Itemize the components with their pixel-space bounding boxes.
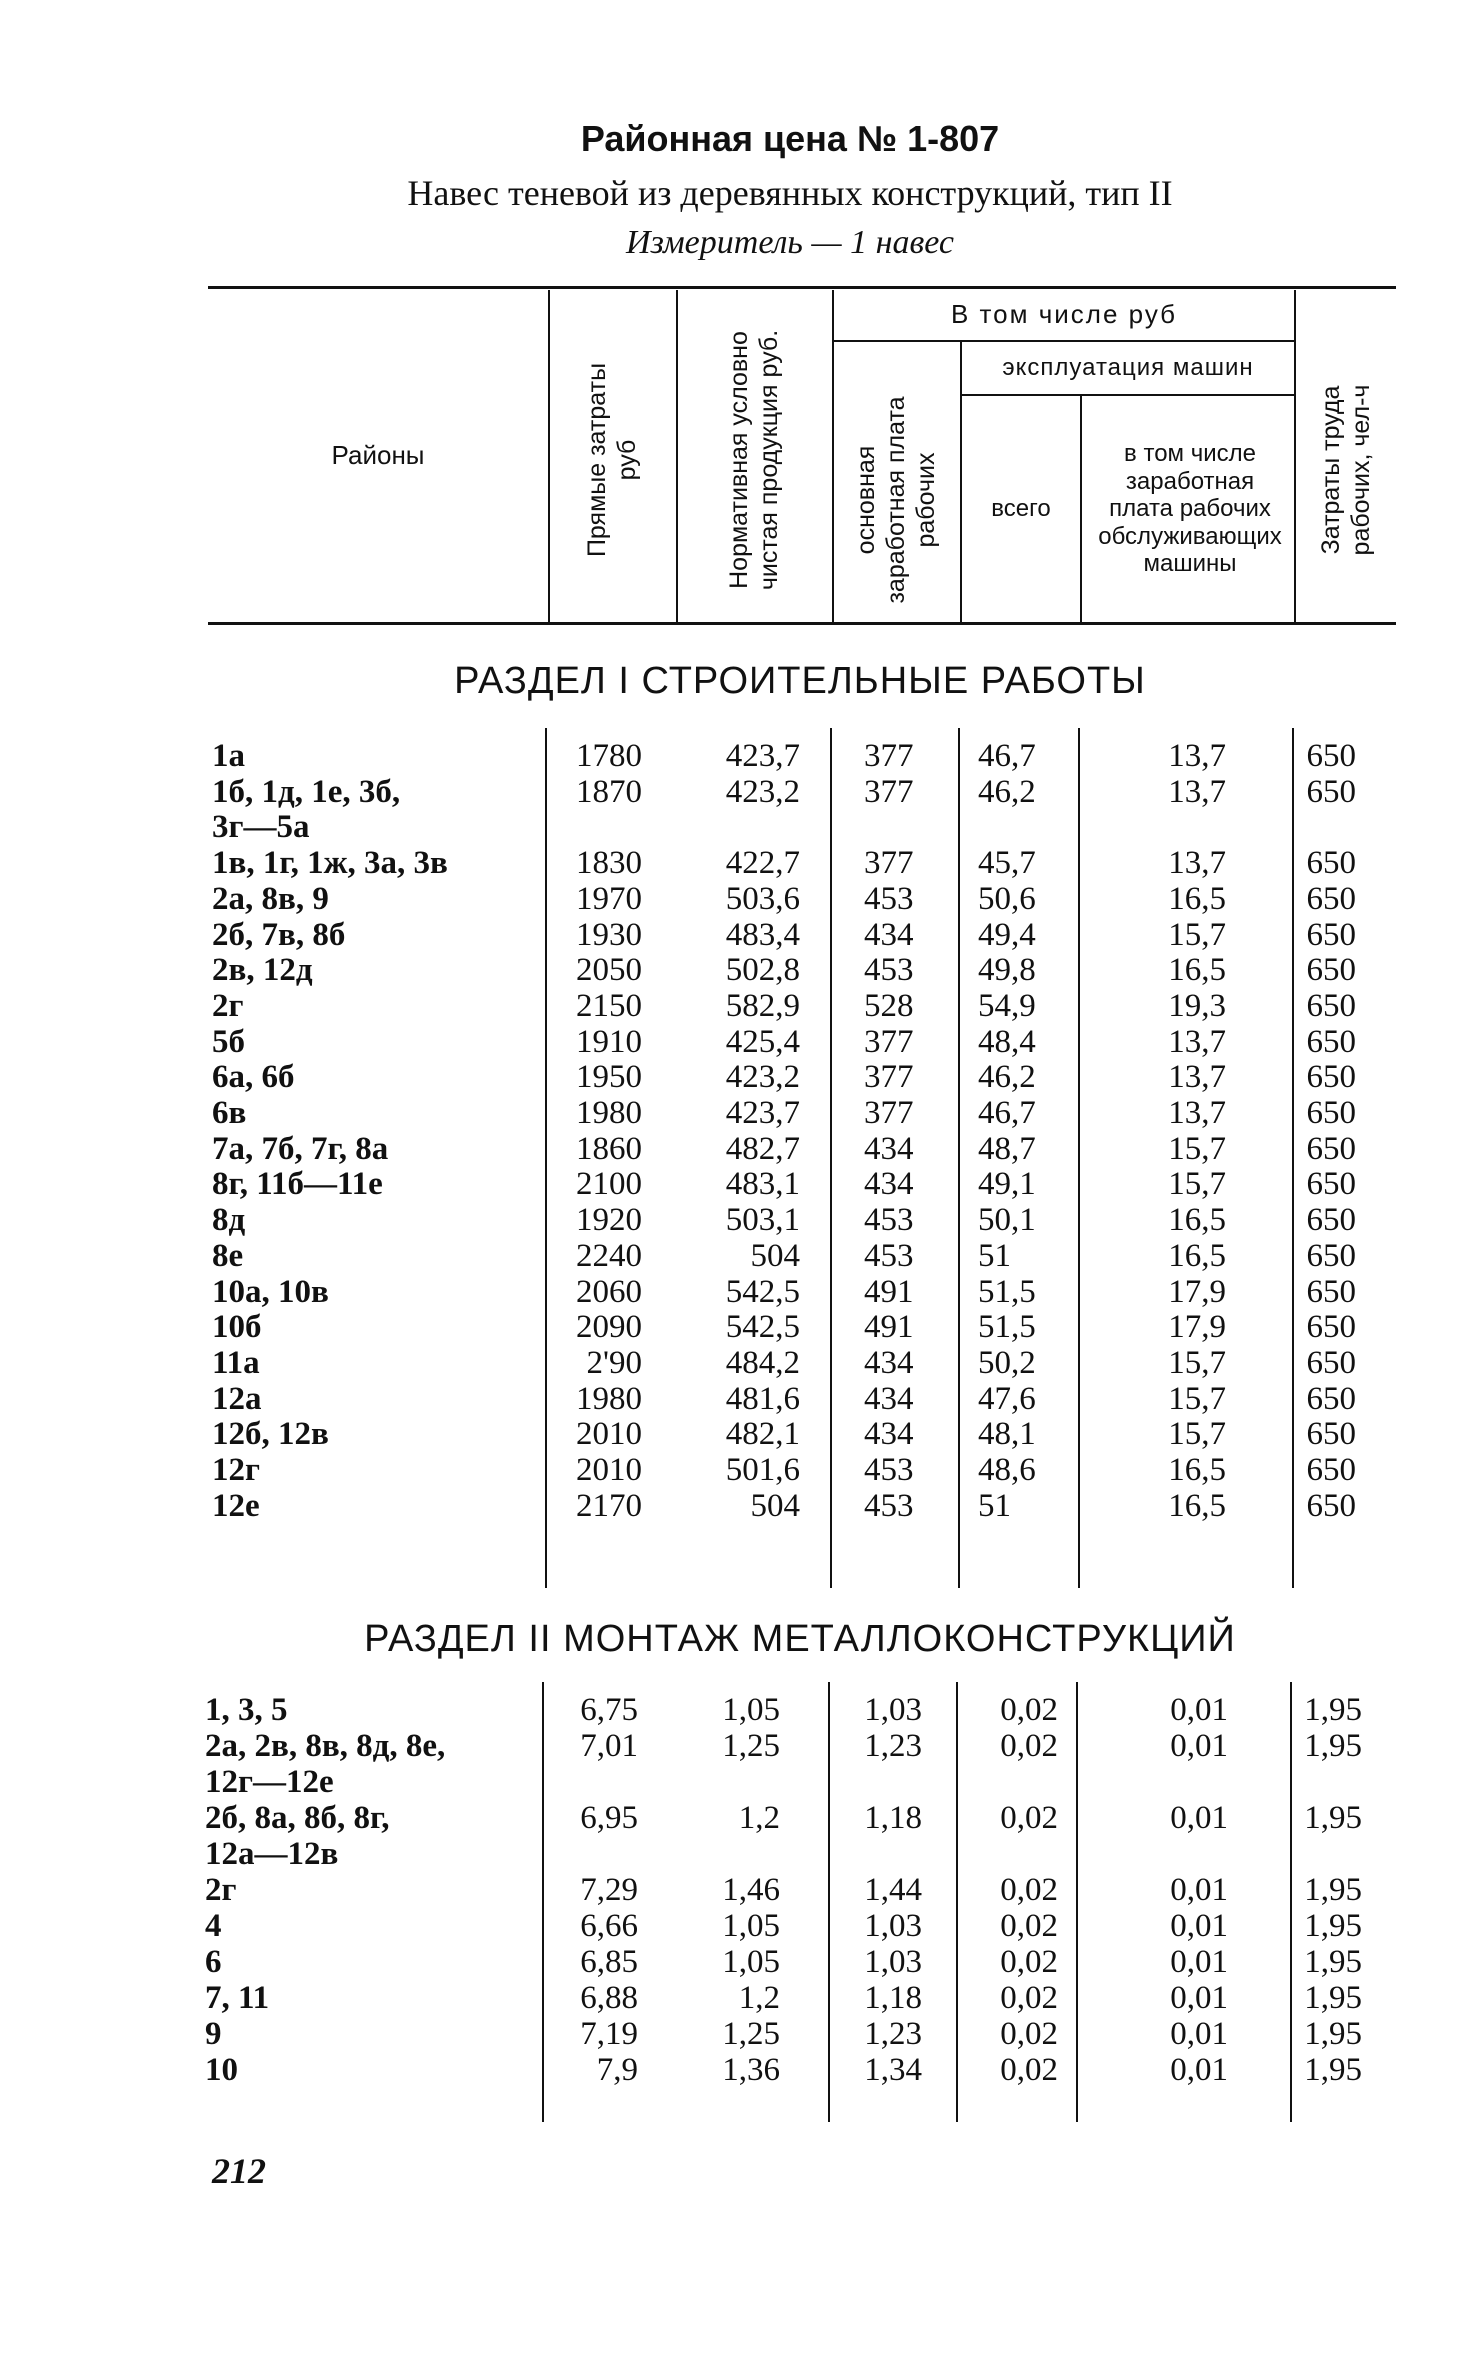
table-row	[0, 1764, 1473, 1800]
cell-machines-total: 0,02	[1000, 1944, 1058, 1980]
cell-direct-cost: 1970	[576, 880, 642, 917]
body-divider	[958, 728, 960, 1588]
col-normative: Нормативная условно чистая продукция руб.	[725, 329, 783, 591]
cell-labor: 650	[1306, 987, 1356, 1024]
body-divider	[545, 728, 547, 1588]
header-bottom-rule	[208, 622, 1396, 625]
col-machine-wages: в том числе заработная плата рабочих обслуживающих машины	[1098, 440, 1282, 578]
cell-region: 8д	[212, 1202, 246, 1239]
table-row	[0, 881, 1473, 917]
cell-machine-wages: 13,7	[1168, 1095, 1226, 1131]
col-including: В том числе руб	[950, 299, 1177, 330]
cell-direct-cost: 1910	[576, 1023, 642, 1060]
cell-wages: 1,03	[864, 1692, 922, 1728]
cell-machine-wages: 16,5	[1168, 880, 1226, 917]
cell-region: 7а, 7б, 7г, 8а	[212, 1130, 389, 1167]
cell-direct-cost: 2060	[576, 1273, 642, 1310]
table-row	[0, 738, 1473, 774]
table-row	[0, 1728, 1473, 1764]
cell-labor: 650	[1306, 845, 1356, 882]
col-regions: Районы	[331, 440, 425, 471]
cell-machines-total: 51,5	[978, 1273, 1036, 1310]
cell-normative: 542,5	[725, 1309, 800, 1346]
cell-machines-total: 0,02	[1000, 2052, 1058, 2088]
table-row	[0, 1238, 1473, 1274]
cell-machine-wages: 17,9	[1168, 1273, 1226, 1310]
cell-machine-wages: 0,01	[1170, 1692, 1228, 1728]
table-row	[0, 1166, 1473, 1202]
cell-machines-total: 51	[978, 1237, 1011, 1274]
cell-machine-wages: 16,5	[1168, 1202, 1226, 1239]
cell-machines-total: 0,02	[1000, 1908, 1058, 1944]
table-row	[0, 1345, 1473, 1381]
cell-normative: 503,1	[725, 1202, 800, 1239]
cell-direct-cost: 7,29	[580, 1872, 638, 1908]
cell-machine-wages: 13,7	[1168, 845, 1226, 882]
table-row	[0, 1095, 1473, 1131]
cell-region: 2г	[212, 987, 244, 1024]
section-1-title: РАЗДЕЛ I СТРОИТЕЛЬНЫЕ РАБОТЫ	[454, 660, 1146, 702]
cell-labor: 650	[1306, 773, 1356, 810]
cell-labor: 650	[1306, 1344, 1356, 1381]
cell-wages: 453	[864, 1237, 914, 1274]
table-row	[0, 1309, 1473, 1345]
cell-normative: 1,05	[722, 1944, 780, 1980]
cell-normative: 481,6	[725, 1380, 800, 1417]
table-row	[0, 1836, 1473, 1872]
cell-normative: 1,46	[722, 1872, 780, 1908]
cell-region: 7, 11	[205, 1980, 270, 2016]
cell-machine-wages: 15,7	[1168, 1130, 1226, 1167]
cell-direct-cost: 2150	[576, 987, 642, 1024]
cell-machine-wages: 0,01	[1170, 1944, 1228, 1980]
cell-machine-wages: 13,7	[1168, 738, 1226, 774]
cell-normative: 423,2	[725, 773, 800, 810]
cell-machines-total: 50,1	[978, 1202, 1036, 1239]
cell-labor: 1,95	[1304, 1692, 1362, 1728]
cell-machines-total: 50,2	[978, 1344, 1036, 1381]
cell-region: 10а, 10в	[212, 1273, 329, 1310]
cell-direct-cost: 7,19	[580, 2016, 638, 2052]
cell-wages: 377	[864, 738, 914, 774]
cell-labor: 1,95	[1304, 2052, 1362, 2088]
cell-direct-cost: 1780	[576, 738, 642, 774]
cell-wages: 434	[864, 1166, 914, 1203]
cell-machine-wages: 17,9	[1168, 1309, 1226, 1346]
table-row	[0, 1274, 1473, 1310]
cell-region: 6а, 6б	[212, 1059, 295, 1096]
cell-direct-cost: 7,01	[580, 1728, 638, 1764]
cell-normative: 502,8	[725, 952, 800, 989]
body-divider	[1076, 1682, 1078, 2122]
cell-wages: 1,03	[864, 1944, 922, 1980]
table-row	[0, 1024, 1473, 1060]
cell-wages: 377	[864, 773, 914, 810]
col-total: всего	[991, 495, 1051, 523]
table-row	[0, 809, 1473, 845]
col-machines: эксплуатация машин	[1002, 354, 1254, 382]
cell-normative: 1,25	[722, 2016, 780, 2052]
cell-machines-total: 46,2	[978, 773, 1036, 810]
cell-wages: 528	[864, 987, 914, 1024]
cell-machines-total: 45,7	[978, 845, 1036, 882]
table-row	[0, 1416, 1473, 1452]
cell-machine-wages: 15,7	[1168, 1344, 1226, 1381]
cell-machines-total: 50,6	[978, 880, 1036, 917]
cell-machine-wages: 0,01	[1170, 1980, 1228, 2016]
cell-direct-cost: 2170	[576, 1487, 642, 1524]
cell-machines-total: 48,6	[978, 1452, 1036, 1488]
header-divider	[1294, 290, 1296, 622]
cell-region: 6	[205, 1944, 222, 1980]
cell-machines-total: 51,5	[978, 1309, 1036, 1346]
cell-labor: 650	[1306, 1309, 1356, 1346]
cell-labor: 650	[1306, 1380, 1356, 1417]
cell-machines-total: 46,7	[978, 738, 1036, 774]
cell-labor: 650	[1306, 1273, 1356, 1310]
cell-region: 4	[205, 1908, 222, 1944]
cell-normative: 482,7	[725, 1130, 800, 1167]
cell-machines-total: 49,1	[978, 1166, 1036, 1203]
cell-direct-cost: 2240	[576, 1237, 642, 1274]
cell-region: 1в, 1г, 1ж, 3а, 3в	[212, 845, 448, 882]
cell-direct-cost: 1860	[576, 1130, 642, 1167]
cell-labor: 1,95	[1304, 1908, 1362, 1944]
cell-wages: 1,34	[864, 2052, 922, 2088]
cell-labor: 650	[1306, 1059, 1356, 1096]
cell-direct-cost: 2100	[576, 1166, 642, 1203]
cell-direct-cost: 2'90	[586, 1344, 642, 1381]
cell-wages: 1,23	[864, 2016, 922, 2052]
cell-normative: 501,6	[725, 1452, 800, 1488]
cell-region: 2б, 7в, 8б	[212, 916, 346, 953]
cell-machine-wages: 19,3	[1168, 987, 1226, 1024]
page-subtitle: Навес теневой из деревянных конструкций, тип II	[407, 173, 1173, 213]
cell-direct-cost: 2010	[576, 1416, 642, 1453]
cell-machines-total: 47,6	[978, 1380, 1036, 1417]
cell-direct-cost: 1980	[576, 1380, 642, 1417]
cell-labor: 1,95	[1304, 1872, 1362, 1908]
cell-normative: 504	[750, 1237, 800, 1274]
table-row	[0, 1131, 1473, 1167]
cell-machine-wages: 16,5	[1168, 1237, 1226, 1274]
table-row	[0, 988, 1473, 1024]
table-row	[0, 1692, 1473, 1728]
cell-region: 1, 3, 5	[205, 1692, 288, 1728]
cell-direct-cost: 1830	[576, 845, 642, 882]
cell-machines-total: 0,02	[1000, 1728, 1058, 1764]
cell-normative: 582,9	[725, 987, 800, 1024]
table-row	[0, 845, 1473, 881]
cell-normative: 483,1	[725, 1166, 800, 1203]
table-row	[0, 1202, 1473, 1238]
cell-machine-wages: 0,01	[1170, 1908, 1228, 1944]
cell-machines-total: 0,02	[1000, 1692, 1058, 1728]
cell-labor: 1,95	[1304, 1800, 1362, 1836]
cell-labor: 650	[1306, 1416, 1356, 1453]
cell-machines-total: 48,4	[978, 1023, 1036, 1060]
cell-direct-cost: 1980	[576, 1095, 642, 1131]
cell-direct-cost: 1920	[576, 1202, 642, 1239]
cell-labor: 650	[1306, 738, 1356, 774]
cell-labor: 650	[1306, 1452, 1356, 1488]
cell-wages: 1,18	[864, 1980, 922, 2016]
cell-machine-wages: 16,5	[1168, 1452, 1226, 1488]
col-direct: Прямые затраты руб	[583, 362, 641, 558]
cell-wages: 1,23	[864, 1728, 922, 1764]
cell-machines-total: 0,02	[1000, 1800, 1058, 1836]
cell-region: 1б, 1д, 1е, 3б,	[212, 773, 401, 810]
cell-region: 9	[205, 2016, 222, 2052]
cell-direct-cost: 6,88	[580, 1980, 638, 2016]
page-number: 212	[212, 2151, 266, 2191]
cell-machines-total: 48,7	[978, 1130, 1036, 1167]
cell-wages: 434	[864, 1130, 914, 1167]
table-row	[0, 917, 1473, 953]
cell-labor: 1,95	[1304, 1980, 1362, 2016]
cell-machines-total: 51	[978, 1487, 1011, 1524]
cell-region: 12е	[212, 1487, 260, 1524]
body-divider	[1078, 728, 1080, 1588]
cell-region: 3г—5а	[212, 809, 310, 846]
cell-machine-wages: 15,7	[1168, 1380, 1226, 1417]
cell-machine-wages: 0,01	[1170, 1800, 1228, 1836]
table-row	[0, 1944, 1473, 1980]
table-row	[0, 1980, 1473, 2016]
cell-region: 12г—12е	[205, 1764, 334, 1800]
cell-region: 12а	[212, 1380, 262, 1417]
cell-region: 10б	[212, 1309, 262, 1346]
cell-wages: 453	[864, 1452, 914, 1488]
cell-wages: 434	[864, 1416, 914, 1453]
cell-machine-wages: 13,7	[1168, 1023, 1226, 1060]
header-divider	[1080, 396, 1082, 622]
cell-region: 2в, 12д	[212, 952, 313, 989]
cell-direct-cost: 2090	[576, 1309, 642, 1346]
cell-normative: 1,25	[722, 1728, 780, 1764]
cell-region: 2б, 8а, 8б, 8г,	[205, 1800, 390, 1836]
cell-normative: 425,4	[725, 1023, 800, 1060]
cell-direct-cost: 1950	[576, 1059, 642, 1096]
cell-machine-wages: 15,7	[1168, 1166, 1226, 1203]
cell-wages: 377	[864, 1023, 914, 1060]
cell-labor: 650	[1306, 880, 1356, 917]
cell-machine-wages: 0,01	[1170, 2052, 1228, 2088]
table-row	[0, 774, 1473, 810]
cell-wages: 1,03	[864, 1908, 922, 1944]
cell-region: 2г	[205, 1872, 237, 1908]
cell-direct-cost: 1930	[576, 916, 642, 953]
table-row	[0, 1452, 1473, 1488]
cell-region: 1а	[212, 738, 245, 774]
cell-normative: 1,2	[738, 1980, 780, 2016]
body-divider	[956, 1682, 958, 2122]
col-labor: Затраты труда рабочих, чел-ч	[1317, 384, 1375, 556]
table-row	[0, 1059, 1473, 1095]
table-row	[0, 2016, 1473, 2052]
cell-region: 10	[205, 2052, 238, 2088]
cell-normative: 482,1	[725, 1416, 800, 1453]
cell-wages: 453	[864, 1202, 914, 1239]
cell-direct-cost: 2050	[576, 952, 642, 989]
body-divider	[828, 1682, 830, 2122]
cell-labor: 650	[1306, 1095, 1356, 1131]
cell-wages: 434	[864, 1380, 914, 1417]
cell-direct-cost: 1870	[576, 773, 642, 810]
body-divider	[1290, 1682, 1292, 2122]
cell-wages: 491	[864, 1309, 914, 1346]
cell-wages: 1,44	[864, 1872, 922, 1908]
body-divider	[830, 728, 832, 1588]
cell-labor: 650	[1306, 1487, 1356, 1524]
table-row	[0, 1800, 1473, 1836]
table-row	[0, 1872, 1473, 1908]
cell-direct-cost: 6,75	[580, 1692, 638, 1728]
cell-wages: 434	[864, 916, 914, 953]
cell-region: 12б, 12в	[212, 1416, 329, 1453]
cell-labor: 650	[1306, 952, 1356, 989]
cell-wages: 453	[864, 1487, 914, 1524]
cell-wages: 377	[864, 845, 914, 882]
cell-normative: 484,2	[725, 1344, 800, 1381]
cell-normative: 423,2	[725, 1059, 800, 1096]
cell-labor: 1,95	[1304, 2016, 1362, 2052]
table-row	[0, 2052, 1473, 2088]
cell-region: 2а, 2в, 8в, 8д, 8е,	[205, 1728, 446, 1764]
cell-region: 8е	[212, 1237, 244, 1274]
cell-wages: 377	[864, 1095, 914, 1131]
cell-labor: 650	[1306, 1023, 1356, 1060]
table-row	[0, 1908, 1473, 1944]
cell-normative: 1,36	[722, 2052, 780, 2088]
header-divider	[676, 290, 678, 622]
table-row	[0, 1381, 1473, 1417]
cell-direct-cost: 6,85	[580, 1944, 638, 1980]
cell-direct-cost: 7,9	[596, 2052, 638, 2088]
body-divider	[542, 1682, 544, 2122]
cell-normative: 422,7	[725, 845, 800, 882]
cell-normative: 1,05	[722, 1692, 780, 1728]
cell-wages: 453	[864, 952, 914, 989]
cell-normative: 503,6	[725, 880, 800, 917]
cell-machines-total: 0,02	[1000, 1980, 1058, 2016]
cell-machines-total: 0,02	[1000, 2016, 1058, 2052]
cell-normative: 423,7	[725, 1095, 800, 1131]
cell-region: 12г	[212, 1452, 260, 1488]
cell-normative: 542,5	[725, 1273, 800, 1310]
cell-region: 6в	[212, 1095, 247, 1131]
cell-region: 5б	[212, 1023, 245, 1060]
table-row	[0, 952, 1473, 988]
cell-wages: 434	[864, 1344, 914, 1381]
cell-machines-total: 0,02	[1000, 1872, 1058, 1908]
cell-labor: 1,95	[1304, 1728, 1362, 1764]
cell-wages: 453	[864, 880, 914, 917]
cell-machine-wages: 15,7	[1168, 916, 1226, 953]
cell-machine-wages: 15,7	[1168, 1416, 1226, 1453]
cell-normative: 1,05	[722, 1908, 780, 1944]
cell-machines-total: 48,1	[978, 1416, 1036, 1453]
cell-labor: 1,95	[1304, 1944, 1362, 1980]
cell-direct-cost: 6,95	[580, 1800, 638, 1836]
cell-wages: 491	[864, 1273, 914, 1310]
cell-normative: 423,7	[725, 738, 800, 774]
cell-wages: 1,18	[864, 1800, 922, 1836]
cell-machine-wages: 16,5	[1168, 1487, 1226, 1524]
cell-region: 12а—12в	[205, 1836, 339, 1872]
cell-labor: 650	[1306, 1202, 1356, 1239]
measure-unit: Измеритель — 1 навес	[626, 224, 954, 261]
cell-machines-total: 46,2	[978, 1059, 1036, 1096]
cell-region: 11а	[212, 1344, 260, 1381]
cell-machine-wages: 13,7	[1168, 773, 1226, 810]
cell-region: 8г, 11б—11е	[212, 1166, 383, 1203]
table-top-rule	[208, 286, 1396, 289]
cell-machine-wages: 0,01	[1170, 2016, 1228, 2052]
cell-machine-wages: 0,01	[1170, 1728, 1228, 1764]
cell-machine-wages: 16,5	[1168, 952, 1226, 989]
cell-labor: 650	[1306, 1130, 1356, 1167]
cell-machines-total: 54,9	[978, 987, 1036, 1024]
table-row	[0, 1488, 1473, 1524]
cell-direct-cost: 6,66	[580, 1908, 638, 1944]
page-title: Районная цена № 1-807	[580, 118, 1000, 159]
cell-normative: 504	[750, 1487, 800, 1524]
col-wages: основная заработная плата рабочих	[852, 396, 940, 604]
cell-labor: 650	[1306, 1237, 1356, 1274]
cell-labor: 650	[1306, 916, 1356, 953]
header-divider	[548, 290, 550, 622]
cell-machine-wages: 0,01	[1170, 1872, 1228, 1908]
cell-region: 2а, 8в, 9	[212, 880, 329, 917]
cell-labor: 650	[1306, 1166, 1356, 1203]
section-2-title: РАЗДЕЛ II МОНТАЖ МЕТАЛЛОКОНСТРУКЦИЙ	[364, 1618, 1236, 1660]
cell-direct-cost: 2010	[576, 1452, 642, 1488]
cell-machines-total: 49,4	[978, 916, 1036, 953]
cell-normative: 483,4	[725, 916, 800, 953]
body-divider	[1292, 728, 1294, 1588]
cell-machines-total: 46,7	[978, 1095, 1036, 1131]
cell-normative: 1,2	[738, 1800, 780, 1836]
cell-machines-total: 49,8	[978, 952, 1036, 989]
cell-machine-wages: 13,7	[1168, 1059, 1226, 1096]
cell-wages: 377	[864, 1059, 914, 1096]
